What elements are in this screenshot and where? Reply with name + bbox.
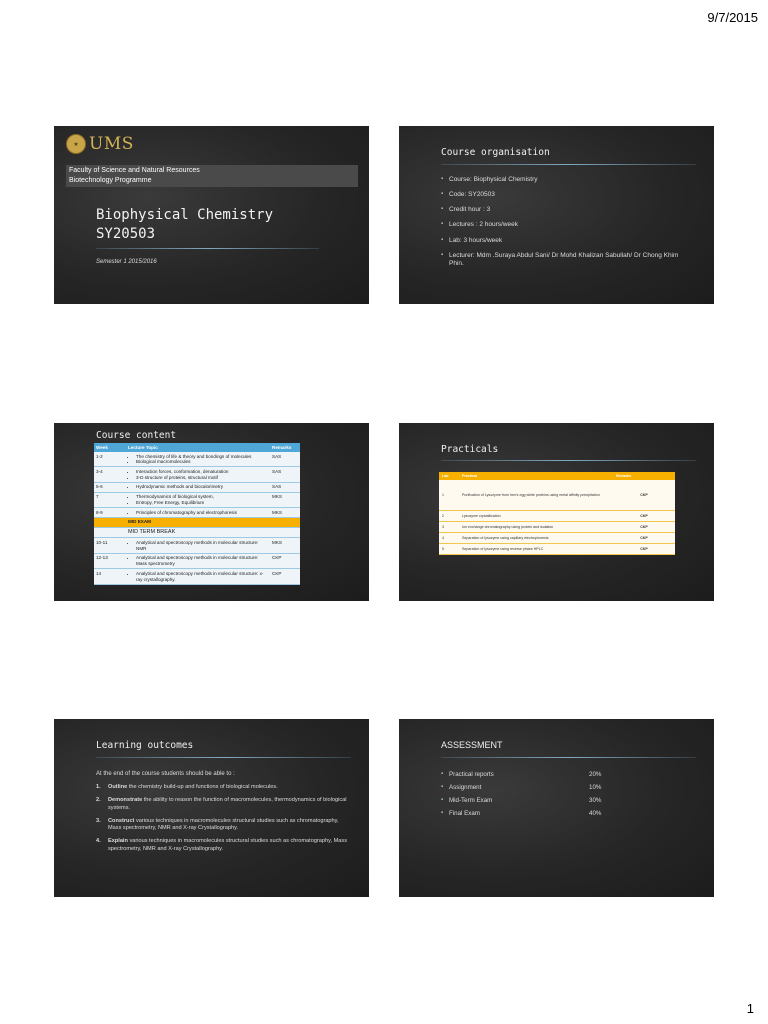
assessment-label: ▪ Assignment — [441, 784, 589, 797]
week-cell: 1-2 — [94, 452, 126, 467]
list-item: ▪ Lecturer: Mdm .Suraya Abdul Sani/ Dr Mohd Khalizan Sabullah/ Dr Chong Khim Phin. — [441, 252, 681, 268]
table-row — [439, 532, 675, 543]
header-topic: Lecture Topic — [126, 443, 270, 452]
remarks-cell: CKP — [613, 521, 675, 532]
table-row — [439, 543, 675, 554]
slide-title — [54, 126, 369, 304]
slide-assessment — [399, 719, 714, 897]
slide-practicals — [399, 423, 714, 601]
week-cell: 10-11 — [94, 538, 126, 553]
table-row — [441, 797, 601, 810]
practical-cell: Ion exchange chromatography using protein and isolation — [459, 521, 613, 532]
table-row — [439, 510, 675, 521]
outcome-verb: Explain — [108, 838, 128, 845]
practical-cell: Purification of Lysozyme from hen's egg white proteins using metal affinity precipitation — [459, 480, 613, 510]
table-row — [94, 538, 300, 553]
ums-logo — [66, 134, 134, 154]
list-item — [96, 784, 351, 791]
item-number: 1. — [96, 784, 101, 790]
topic: • Principles of chromatography and electrophoresis — [136, 510, 268, 516]
faculty-banner — [66, 165, 358, 187]
table-row — [94, 467, 300, 482]
table-row — [94, 508, 300, 518]
outcome-text: various techniques in macromolecules structural studies such as chromatography, Mass spectrometry, NMR and X-ray Crystallography. — [108, 838, 347, 852]
outcome-verb: Construct — [108, 817, 135, 824]
assessment-label: ▪ Final Exam — [441, 810, 589, 823]
lab-number: 5 — [439, 543, 459, 554]
table-row — [441, 810, 601, 823]
remarks-cell: CKP — [613, 480, 675, 510]
topic-cell — [126, 467, 270, 482]
remarks-cell: CKP — [613, 532, 675, 543]
outcome-text: various techniques in macromolecules structural studies such as chromatography, Mass spectrometry, NMR and X-ray Crystallography. — [108, 817, 339, 832]
table-row — [439, 521, 675, 532]
practicals-table — [439, 472, 675, 555]
mid-break-label: MID TERM BREAK — [126, 527, 300, 538]
topic-cell — [126, 492, 270, 507]
list-item — [96, 797, 351, 812]
remarks-cell: SAS — [270, 467, 300, 482]
course-code: SY20503 — [96, 226, 156, 242]
faculty-name: Faculty of Science and Natural Resources — [69, 167, 200, 174]
slide-course-organisation — [399, 126, 714, 304]
mid-exam-label: MID EXAM — [126, 517, 300, 527]
topic: • 3-D structure of proteins, structural motif — [136, 475, 268, 481]
slide-title: Course content — [96, 430, 177, 441]
remarks-cell: CKP — [270, 553, 300, 568]
week-cell: 5-6 — [94, 482, 126, 492]
course-content-table — [94, 443, 300, 585]
course-title-line1: Biophysical Chemistry — [96, 207, 274, 223]
list-item: ▪ Lab: 3 hours/week — [441, 237, 681, 245]
divider — [96, 757, 351, 758]
remarks-cell: SAS — [270, 452, 300, 467]
topic-cell — [126, 508, 270, 518]
page-date: 9/7/2015 — [707, 10, 758, 25]
table-row — [94, 569, 300, 584]
ums-seal-icon: ★ — [66, 134, 86, 154]
topic-cell — [126, 452, 270, 467]
slide-title: Practicals — [441, 444, 499, 455]
item-number: 4. — [96, 838, 101, 845]
mid-exam-row — [94, 517, 300, 527]
remarks-cell: CKP — [613, 543, 675, 554]
table-row — [94, 452, 300, 467]
remarks-cell: CKP — [270, 569, 300, 584]
practical-cell: Lysozyme crystallization — [459, 510, 613, 521]
topic: • Biological macromolecules — [136, 459, 268, 465]
table-header — [439, 472, 675, 480]
slide-title: ASSESSMENT — [441, 740, 503, 750]
header-remarks: Remarks — [613, 472, 675, 480]
topic-cell — [126, 553, 270, 568]
remarks-cell: MKS — [270, 492, 300, 507]
assessment-weight: 40% — [589, 810, 602, 817]
list-item — [96, 838, 351, 853]
remarks-cell: SAS — [270, 482, 300, 492]
outcome-verb: Demonstrate — [108, 797, 143, 804]
table-row — [94, 482, 300, 492]
week-cell: 12-13 — [94, 553, 126, 568]
week-cell: 3-4 — [94, 467, 126, 482]
table-row — [441, 784, 601, 797]
course-title — [96, 206, 273, 244]
list-item — [96, 818, 351, 833]
topic: • Interaction forces, conformation, denaturation — [136, 469, 268, 475]
list-item: ▪ Credit hour : 3 — [441, 206, 681, 214]
topic: • Analytical and spectroscopy methods in molecular structure: x-ray crystallography. — [136, 571, 268, 582]
outcome-text: the ability to reason the function of macromolecules, thermodynamics of biological systems. — [108, 797, 347, 811]
assessment-weight: 20% — [589, 771, 602, 778]
remarks-cell: CKP — [613, 510, 675, 521]
slide-title: Course organisation — [441, 147, 550, 158]
header-week: Week — [94, 443, 126, 452]
semester-label: Semester 1 2015/2016 — [96, 259, 157, 265]
list-item: ▪ Course: Biophysical Chemistry — [441, 176, 681, 184]
topic-cell — [126, 569, 270, 584]
lab-number: 4 — [439, 532, 459, 543]
outcomes-list — [96, 784, 351, 859]
table-header — [94, 443, 300, 452]
topic: • Hydrodynamic methods and biocalorimetry — [136, 484, 268, 490]
logo-text: UMS — [89, 134, 134, 154]
outcome-text: the chemistry build-up and functions of biological molecules. — [127, 784, 278, 790]
topic: • The chemistry of life & theory and bondings of molecules — [136, 454, 268, 460]
table-row — [441, 771, 601, 784]
item-number: 2. — [96, 797, 101, 804]
outcome-verb: Outline — [108, 784, 128, 790]
topic: • Analytical and spectroscopy methods in molecular structure: NMR — [136, 540, 268, 551]
divider — [441, 164, 696, 165]
page-number: 1 — [746, 1001, 754, 1016]
organisation-list — [441, 176, 681, 275]
table-row — [94, 492, 300, 507]
empty-cell — [94, 527, 126, 538]
assessment-weight: 10% — [589, 784, 602, 791]
week-cell: 14 — [94, 569, 126, 584]
remarks-cell: MKS — [270, 538, 300, 553]
mid-break-row — [94, 527, 300, 538]
divider — [441, 460, 696, 461]
remarks-cell: MKS — [270, 508, 300, 518]
practical-cell: Separation of lysozyme using capillary electrophoresis — [459, 532, 613, 543]
topic: • Analytical and spectroscopy methods in molecular structure: Mass spectrometry — [136, 555, 268, 566]
slide-title: Learning outcomes — [96, 740, 194, 751]
divider — [441, 757, 696, 758]
header-practical: Practical — [459, 472, 613, 480]
empty-cell — [94, 517, 126, 527]
divider — [96, 248, 319, 249]
lab-number: 3 — [439, 521, 459, 532]
lab-number: 2 — [439, 510, 459, 521]
table-row — [439, 480, 675, 510]
slide-learning-outcomes — [54, 719, 369, 897]
header-lab: Lab — [439, 472, 459, 480]
topic: • Thermodynamics of biological system, — [136, 494, 268, 500]
list-item: ▪ Code: SY20503 — [441, 191, 681, 199]
assessment-label: ▪ Mid-Term Exam — [441, 797, 589, 810]
header-remarks: Remarks — [270, 443, 300, 452]
topic: • Entropy, Free Energy, Equilibrium — [136, 500, 268, 506]
assessment-table — [441, 771, 601, 823]
item-number: 3. — [96, 817, 101, 824]
practical-cell: Separation of lysozyme using reverse phase HPLC — [459, 543, 613, 554]
topic-cell — [126, 538, 270, 553]
week-cell: 7 — [94, 492, 126, 507]
lab-number: 1 — [439, 480, 459, 510]
slide-course-content — [54, 423, 369, 601]
assessment-label: ▪ Practical reports — [441, 771, 589, 784]
outcomes-intro: At the end of the course students should be able to : — [96, 771, 235, 777]
topic-cell — [126, 482, 270, 492]
week-cell: 8-9 — [94, 508, 126, 518]
programme-name: Biotechnology Programme — [69, 177, 152, 184]
list-item: ▪ Lectures : 2 hours/week — [441, 221, 681, 229]
table-row — [94, 553, 300, 568]
assessment-weight: 30% — [589, 797, 602, 804]
